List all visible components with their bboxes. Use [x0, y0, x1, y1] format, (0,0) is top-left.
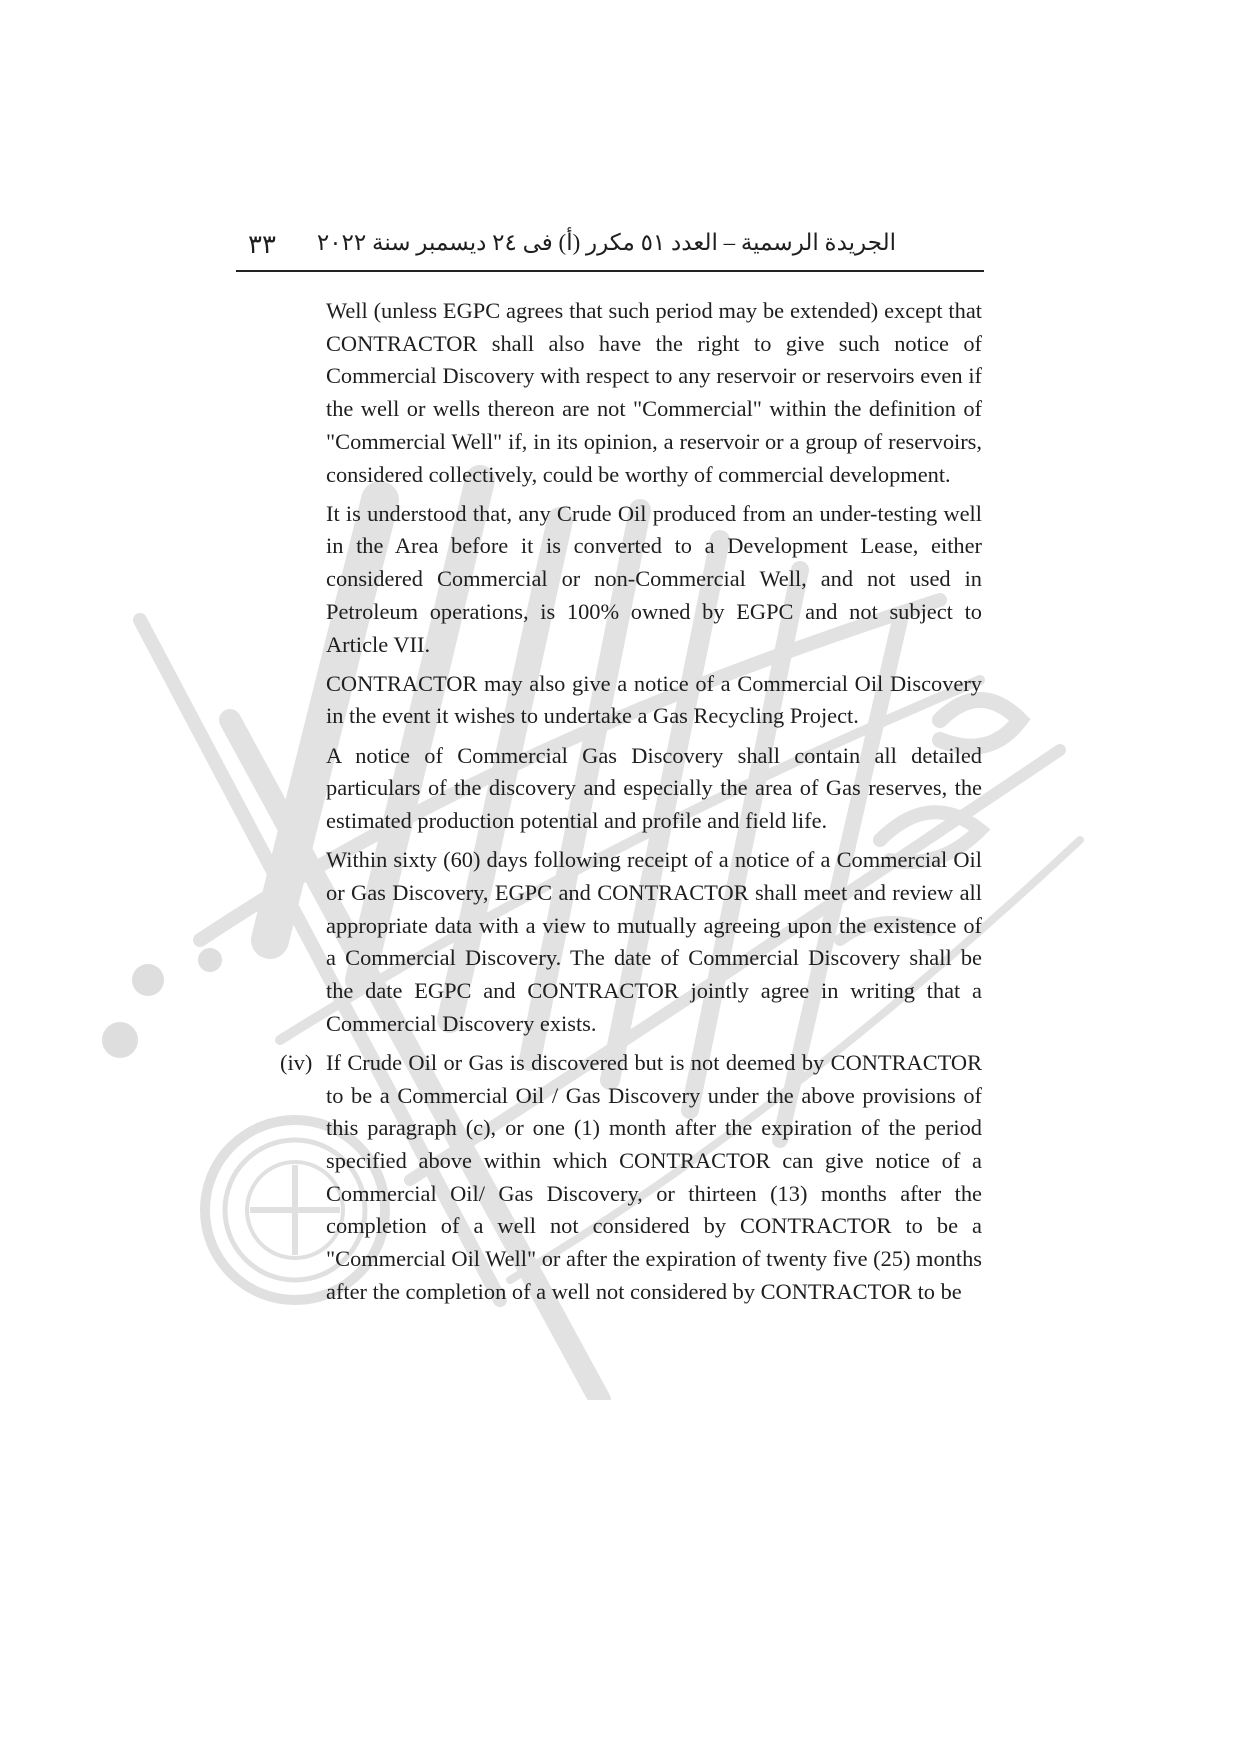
- list-item-iv: [280, 1047, 982, 1309]
- paragraph: CONTRACTOR may also give a notice of a Commercial Oil Discovery in the event it wishes to undertake a Gas Recycling Project.: [326, 670, 982, 729]
- item-text: If Crude Oil or Gas is discovered but is not deemed by CONTRACTOR to be a Commercial Oil / Gas Discovery under the above provisions of this paragraph (c), or one (1) month after the expiration of the period specified above within which CONTRACTOR can give notice of a Commercial Oil/ Gas Discovery, or thirteen (13) months after the completion of a well not considered by CONTRACTOR to be a "Commercial Oil Well" or after the expiration of twenty five (25) months after the completion of a well not considered by CONTRACTOR to be: [326, 1049, 982, 1304]
- page-number: ٣٣: [248, 230, 276, 259]
- gazette-header-title: الجريدة الرسمية – العدد ٥١ مكرر (أ) فى ٢٤ ديسمبر سنة ٢٠٢٢: [316, 230, 896, 255]
- paragraph: Within sixty (60) days following receipt of a notice of a Commercial Oil or Gas Discovery, EGPC and CONTRACTOR shall meet and review all appropriate data with a view to mutually agreeing upon the existence of a Commercial Discovery. The date of Commercial Discovery shall be the date EGPC and CONTRACTOR jointly agree in writing that a Commercial Discovery exists.: [326, 847, 982, 1036]
- page-header: [236, 230, 984, 272]
- item-label: (iv): [280, 1049, 313, 1075]
- document-body: [280, 295, 982, 1315]
- paragraph: A notice of Commercial Gas Discovery shall contain all detailed particulars of the discovery and especially the area of Gas reserves, the estimated production potential and profile and field life.: [326, 742, 982, 834]
- paragraph: Well (unless EGPC agrees that such period may be extended) except that CONTRACTOR shall also have the right to give such notice of Commercial Discovery with respect to any reservoir or reservoirs even if the well or wells thereon are not "Commercial" within the definition of "Commercial Well" if, in its opinion, a reservoir or a group of reservoirs, considered collectively, could be worthy of commercial development.: [326, 298, 982, 487]
- paragraph: It is understood that, any Crude Oil produced from an under-testing well in the Area before it is converted to a Development Lease, either considered Commercial or non-Commercial Well, and not used in Petroleum operations, is 100% owned by EGPC and not subject to Article VII.: [326, 500, 982, 657]
